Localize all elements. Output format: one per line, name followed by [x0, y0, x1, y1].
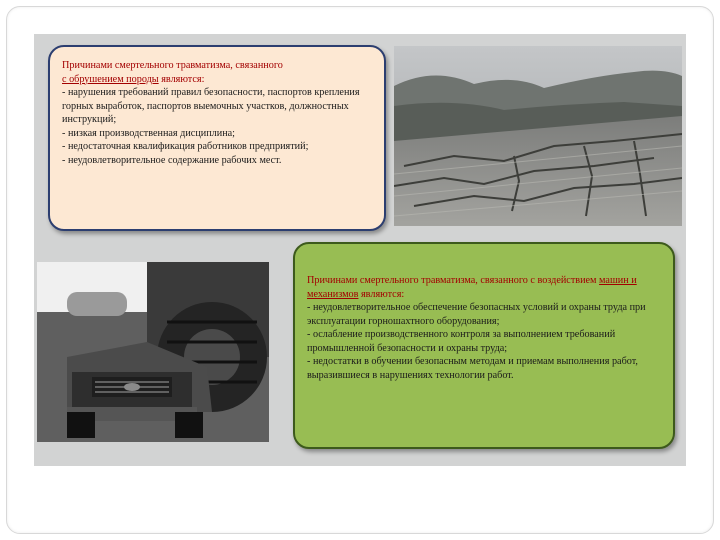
list-item: - ослабление производственного контроля за выполнением требований промышленной безопасности и охраны труда; — [307, 329, 616, 354]
list-item: - недостатки в обучении безопасным методам и приемам выполнения работ, выразившиеся в нарушениях технологии работ. — [307, 356, 638, 381]
machinery-causes-box — [293, 242, 675, 449]
list-item: - низкая производственная дисциплина; — [62, 127, 236, 139]
list-item: - недостаточная квалификация работников предприятий; — [62, 141, 309, 153]
heading-highlight: с обрушением породы — [62, 73, 159, 85]
heading-tail: являются: — [158, 73, 205, 85]
landslide-photo — [394, 46, 682, 226]
list-item: - нарушения требований правил безопасности, паспортов крепления горных выработок, паспортов выемочных участков, должностных инструкций; — [62, 87, 360, 126]
rock-collapse-heading — [62, 59, 372, 86]
list-item: - неудовлетворительное содержание рабочих мест. — [62, 154, 282, 166]
list-item: - неудовлетворительное обеспечение безопасных условий и охраны труда при эксплуатации горношахтного оборудования; — [307, 302, 646, 327]
heading-highlight: машин и механизмов — [307, 275, 637, 300]
heading-text: Причинами смертельного травматизма, связанного с воздействием — [307, 275, 600, 286]
rock-collapse-causes-box — [48, 45, 386, 231]
truck-accident-photo — [37, 262, 269, 442]
machinery-heading — [307, 274, 661, 301]
heading-text: Причинами смертельного травматизма, связанного — [62, 60, 283, 71]
notes-area — [34, 468, 686, 520]
heading-tail: являются: — [358, 288, 405, 300]
